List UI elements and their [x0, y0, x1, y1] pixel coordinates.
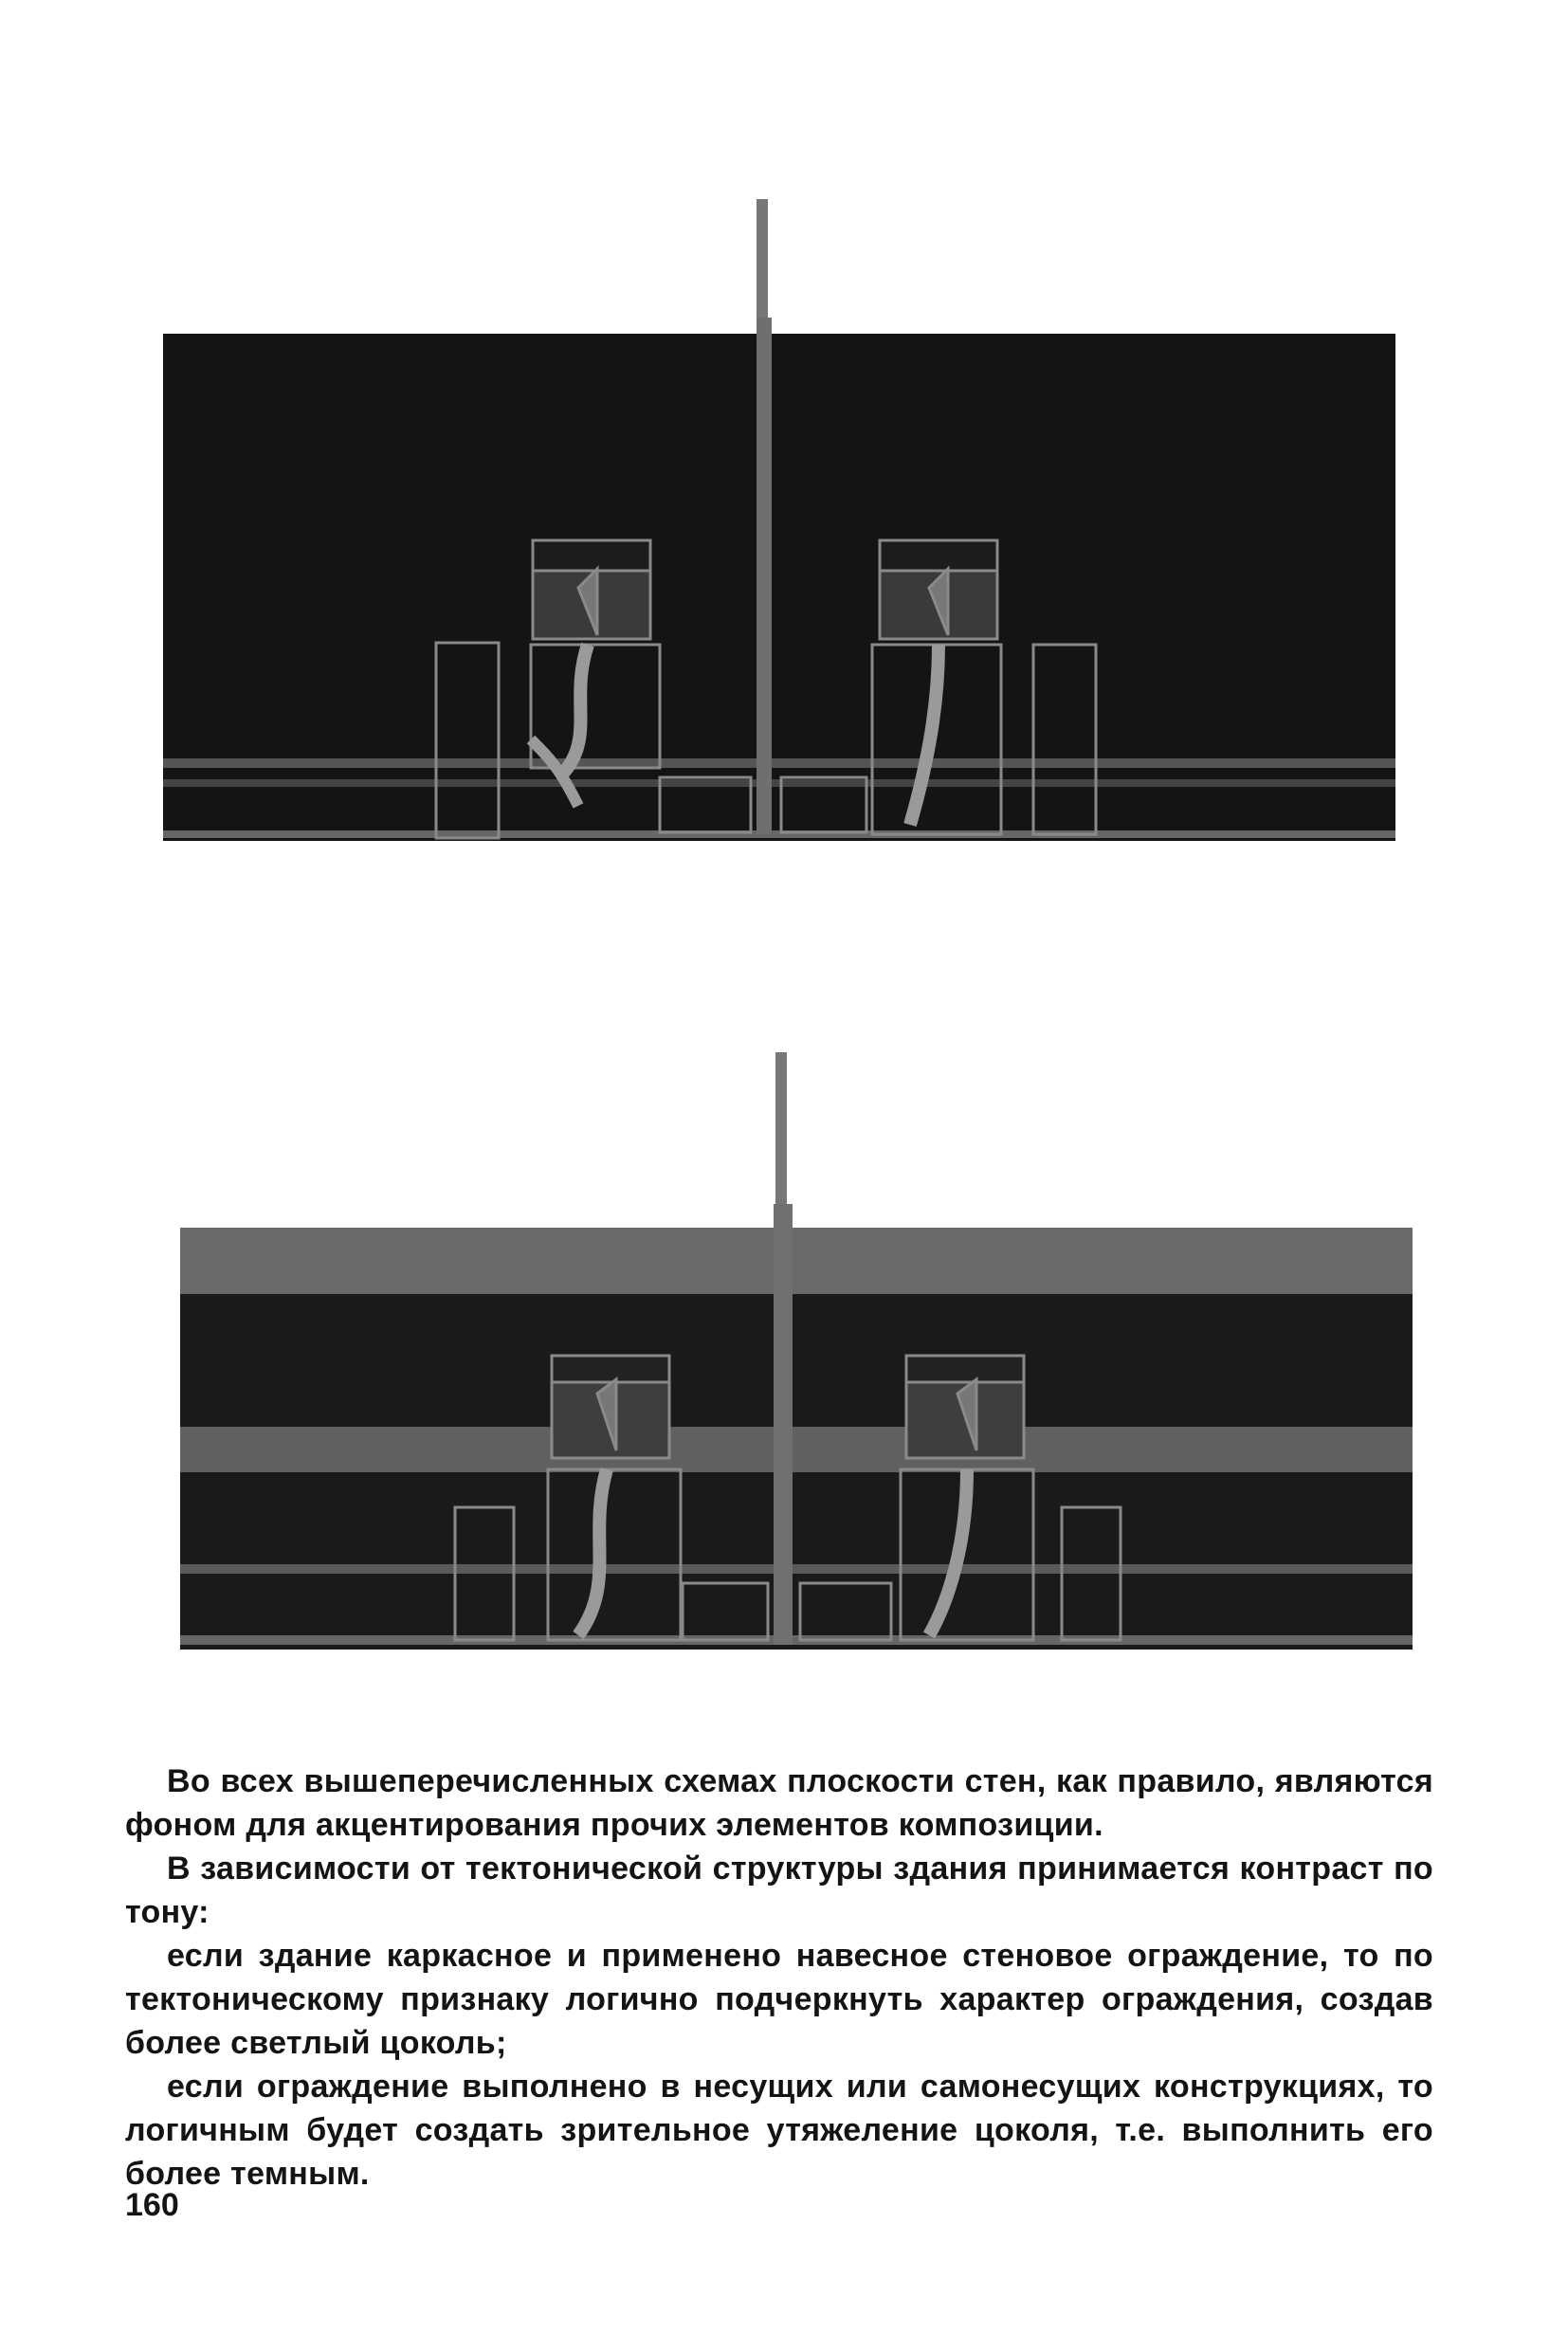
central-column: [774, 1204, 793, 1645]
paragraph: если ограждение выполнено в несущих или самонесущих конструкциях, то логичным будет создать зрительное утяжеление цоколя, т.е. выполнить его более темным.: [125, 2069, 1433, 2192]
central-column: [757, 318, 772, 834]
paragraph: Во всех вышеперечисленных схемах плоскости стен, как правило, являются фоном для акцентирования прочих элементов композиции.: [125, 1763, 1433, 1843]
facade-figure-banded-wall: [171, 1052, 1422, 1668]
body-text: [125, 1759, 1433, 2196]
ground-line: [163, 830, 1395, 838]
paragraph: В зависимости от тектонической структуры здания принимается контраст по тону:: [125, 1851, 1433, 1930]
ground-line: [180, 1635, 1413, 1645]
paragraph: если здание каркасное и применено навесное стеновое ограждение, то по тектоническому признаку логично подчеркнуть характер ограждения, создав более светлый цоколь;: [125, 1938, 1433, 2061]
plinth-band: [163, 758, 1395, 768]
light-band: [180, 1427, 1413, 1472]
facade-figure-dark-wall: [152, 190, 1403, 853]
plinth-band: [163, 779, 1395, 787]
plinth-band: [180, 1564, 1413, 1574]
light-band: [180, 1228, 1413, 1294]
page-number: 160: [125, 2187, 179, 2223]
mast: [775, 1052, 787, 1213]
